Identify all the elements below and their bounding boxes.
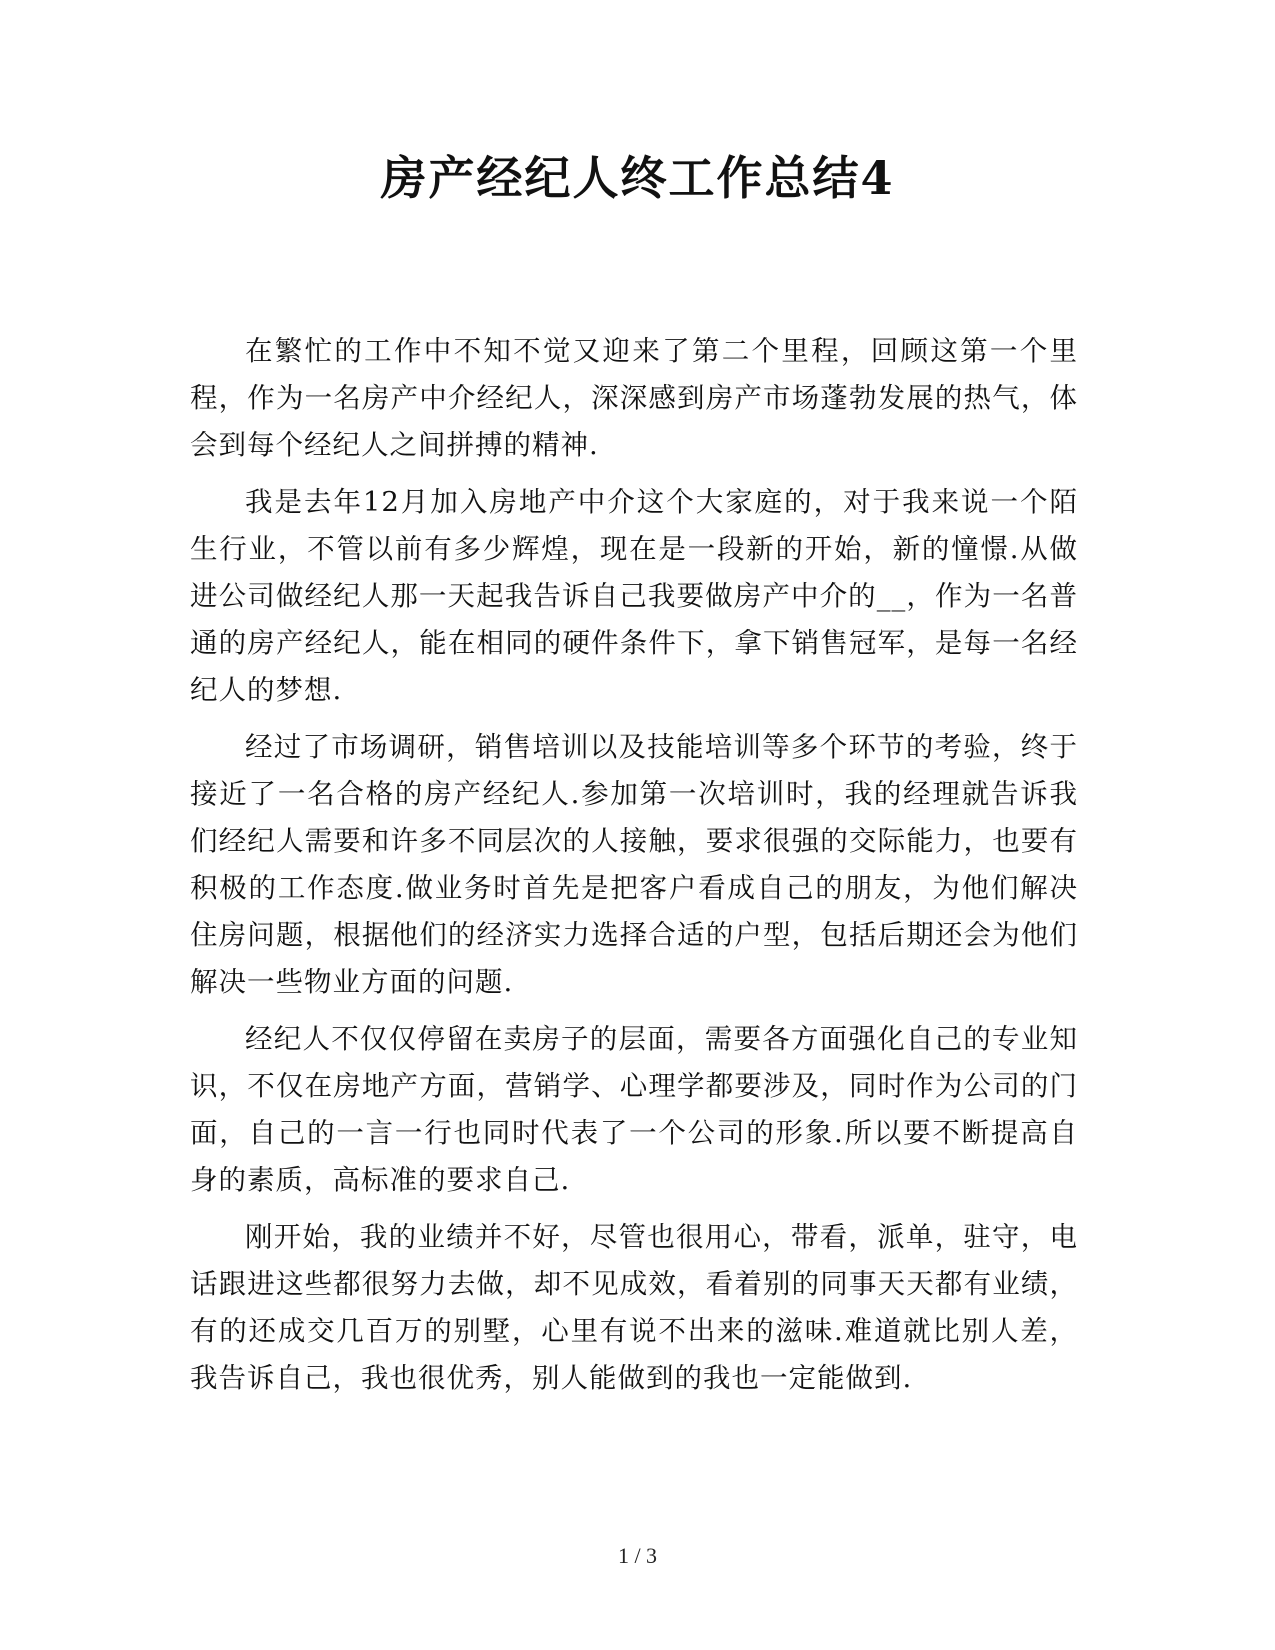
document-title: 房产经纪人终工作总结4	[380, 151, 895, 205]
paragraph-3: 经过了市场调研，销售培训以及技能培训等多个环节的考验，终于接近了一名合格的房产经纪人.参加第一次培训时，我的经理就告诉我们经纪人需要和许多不同层次的人接触，要求很强的交际能力，也要有积极的工作态度.做业务时首先是把客户看成自己的朋友，为他们解决住房问题，根据他们的经济实力选择合适的户型，包括后期还会为他们解决一些物业方面的问题.	[190, 731, 1078, 998]
document-body	[190, 328, 1078, 1412]
page-number: 1 / 3	[617, 1543, 658, 1568]
paragraph-4: 经纪人不仅仅停留在卖房子的层面，需要各方面强化自己的专业知识，不仅在房地产方面，营销学、心理学都要涉及，同时作为公司的门面，自己的一言一行也同时代表了一个公司的形象.所以要不断提高自身的素质，高标准的要求自己.	[190, 1023, 1078, 1196]
paragraph-2: 我是去年12月加入房地产中介这个大家庭的，对于我来说一个陌生行业，不管以前有多少辉煌，现在是一段新的开始，新的憧憬.从做进公司做经纪人那一天起我告诉自己我要做房产中介的__，作为一名普通的房产经纪人，能在相同的硬件条件下，拿下销售冠军，是每一名经纪人的梦想.	[190, 486, 1078, 706]
paragraph-1: 在繁忙的工作中不知不觉又迎来了第二个里程，回顾这第一个里程，作为一名房产中介经纪人，深深感到房产市场蓬勃发展的热气，体会到每个经纪人之间拼搏的精神.	[190, 335, 1078, 461]
paragraph-5: 刚开始，我的业绩并不好，尽管也很用心，带看，派单，驻守，电话跟进这些都很努力去做，却不见成效，看着别的同事天天都有业绩，有的还成交几百万的别墅，心里有说不出来的滋味.难道就比别人差，我告诉自己，我也很优秀，别人能做到的我也一定能做到.	[190, 1221, 1078, 1394]
